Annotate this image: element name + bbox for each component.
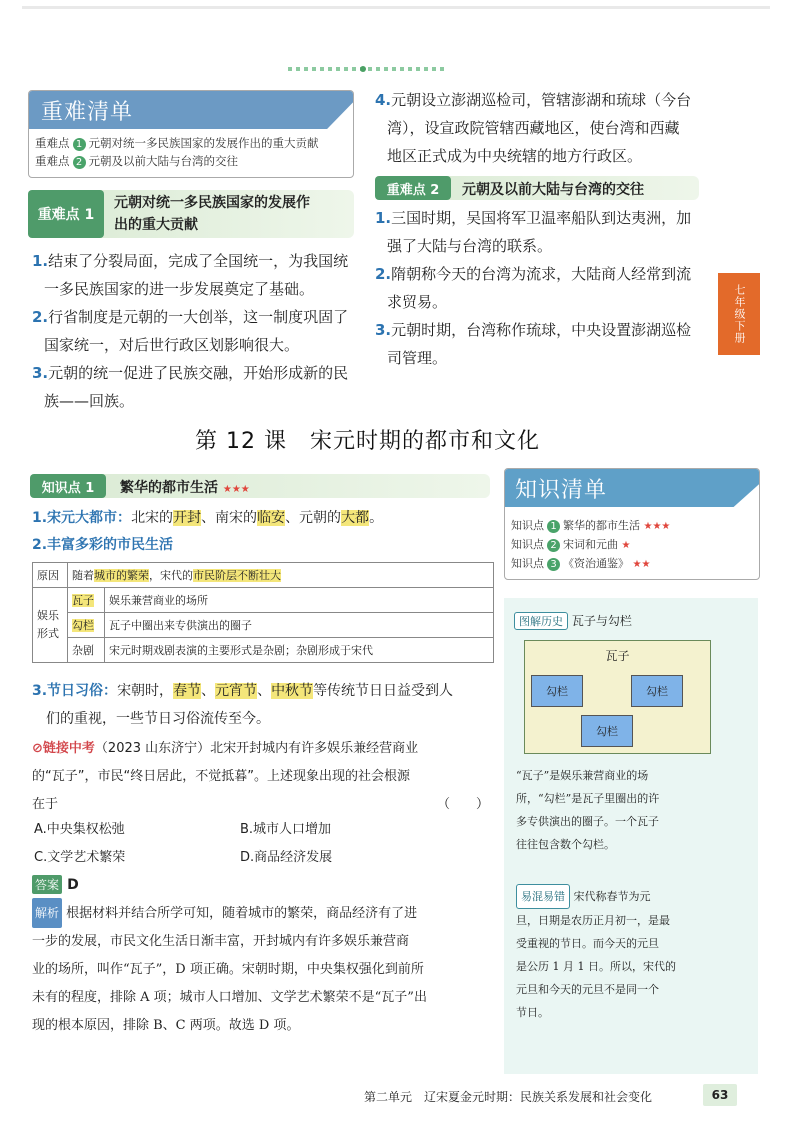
knowledge-list-box (504, 468, 760, 580)
key-list-title: 重难清单 (41, 100, 134, 125)
analysis: 解析 根据材料并结合所学可知，随着城市的繁荣，商品经济有了进 一步的发展，市民文化生活日渐丰富，开封城内有许多娱乐兼营商 业的场所，叫作“瓦子”，D 项正确。宋朝时期，中央集权强化到前所 未有的程度，排除 A 项；城市人口增加、文学艺术繁荣不是“瓦子”出 现的根本原因，排除 B、C 两项。故选 D 项。 (32, 898, 502, 1040)
answer: 答案 D (32, 874, 79, 894)
list-item: 3.元朝的统一促进了民族交融，开始形成新的民 (32, 364, 349, 382)
kp1-s2: 2.丰富多彩的市民生活 (32, 537, 174, 553)
table-row (33, 588, 494, 613)
table-cell: 瓦子中圈出来专供演出的圈子 (105, 613, 494, 638)
exam-question: ⊘链接中考（2023 山东济宁）北宋开封城内有许多娱乐兼经营商业 的“瓦子”，市民“终日居此，不觉抵暮”。上述现象出现的社会根源 在于 （ ） (32, 741, 489, 812)
top-rule (22, 6, 770, 9)
table-cell: 勾栏 (68, 613, 105, 638)
diagram-note: “瓦子”是娱乐兼营商业的场 所，“勾栏”是瓦子里圈出的许 多专供演出的圈子。一个瓦子 往往包含数个勾栏。 (516, 769, 660, 851)
table-cell: 原因 (33, 563, 68, 588)
key-list-item: 重难点 1 元朝对统一多民族国家的发展作出的重大贡献 (35, 136, 319, 150)
goulan-box: 勾栏 (631, 675, 683, 707)
point1-title: 元朝对统一多民族国家的发展作 出的重大贡献 (114, 195, 310, 233)
list-item-cont: 一多民族国家的进一步发展奠定了基础。 (44, 280, 315, 298)
confusion-note: 易混易错 宋代称春节为元 旦，日期是农历正月初一，是最 受重视的节日。而今天的元旦 是公历 1 月 1 日。所以，宋代的 元旦和今天的元旦不是同一个 节日。 (516, 884, 752, 1024)
footer-unit: 第二单元 辽宋夏金元时期：民族关系发展和社会变化 (364, 1090, 653, 1104)
kp1-tag: 知识点 1 (30, 474, 106, 498)
knowledge-list-item: 知识点 1 繁华的都市生活 ★★★ (511, 519, 671, 532)
importance-stars: ★★★ (222, 484, 250, 495)
item4: 4.元朝设立澎湖巡检司，管辖澎湖和琉球（今台 湾），设宣政院管辖西藏地区，使台湾和西藏 地区正式成为中央统辖的地方行政区。 (375, 91, 692, 165)
kp1-s3: 3.节日习俗：宋朝时，春节、元宵节、中秋节等传统节日日益受到人 (32, 683, 454, 699)
option-a: A.中央集权松弛 (34, 822, 125, 837)
goulan-box: 勾栏 (531, 675, 583, 707)
option-c: C.文学艺术繁荣 (34, 850, 126, 865)
option-d: D.商品经济发展 (240, 850, 333, 865)
option-b: B.城市人口增加 (240, 822, 332, 837)
table-cell: 娱乐 形式 (33, 588, 68, 663)
decor-dot (360, 66, 366, 72)
kp1-s1: 1.宋元大都市：北宋的开封、南宋的临安、元朝的大都。 (32, 510, 384, 526)
lesson-title: 第 12 课 宋元时期的都市和文化 (195, 429, 540, 454)
table-cell: 随着城市的繁荣，宋代的市民阶层不断壮大 (68, 563, 494, 588)
table-row (33, 563, 494, 588)
life-table (32, 562, 494, 663)
point1-list (32, 247, 362, 415)
list-item-cont: 族——回族。 (44, 392, 135, 410)
table-cell: 瓦子 (68, 588, 105, 613)
table-cell: 杂剧 (68, 638, 105, 663)
table-cell: 宋元时期戏剧表演的主要形式是杂剧；杂剧形成于宋代 (105, 638, 494, 663)
kp1-s3-cont: 们的重视，一些节日习俗流传至今。 (46, 711, 270, 727)
table-cell: 娱乐兼营商业的场所 (105, 588, 494, 613)
decor-dots (288, 67, 448, 71)
point2-tag: 重难点 2 (375, 176, 451, 200)
point2-list: 1.三国时期，吴国将军卫温率船队到达夷洲，加 强了大陆与台湾的联系。 2.隋朝称今天的台湾为流求，大陆商人经常到流 求贸易。 3.元朝时期，台湾称作琉球，中央设置澎湖巡检 司管理。 (375, 209, 692, 367)
list-item: 2.行省制度是元朝的一大创举，这一制度巩固了 (32, 308, 349, 326)
list-item: 1.结束了分裂局面，完成了全国统一，为我国统 (32, 252, 349, 270)
kp1-title: 繁华的都市生活 ★★★ (120, 480, 250, 496)
diagram-label: 瓦子 (605, 649, 630, 663)
page-number: 63 (703, 1084, 737, 1106)
key-list-item: 重难点 2 元朝及以前大陆与台湾的交往 (35, 154, 238, 168)
key-list-box (28, 90, 354, 178)
diagram-heading: 图解历史 瓦子与勾栏 (514, 612, 632, 630)
point1-tag: 重难点 1 (28, 190, 104, 238)
knowledge-list-item: 知识点 2 宋词和元曲 ★ (511, 538, 631, 551)
table-row (33, 638, 494, 663)
table-row (33, 613, 494, 638)
knowledge-list-title: 知识清单 (515, 478, 608, 503)
grade-tab: 七年级下册 (718, 273, 760, 355)
list-item-cont: 国家统一，对后世行政区划影响很大。 (44, 336, 300, 354)
goulan-box: 勾栏 (581, 715, 633, 747)
link-icon: ⊘ (32, 741, 43, 756)
point2-title: 元朝及以前大陆与台湾的交往 (462, 182, 644, 198)
knowledge-list-item: 知识点 3 《资治通鉴》 ★★ (511, 557, 651, 570)
wazi-diagram (524, 640, 711, 754)
